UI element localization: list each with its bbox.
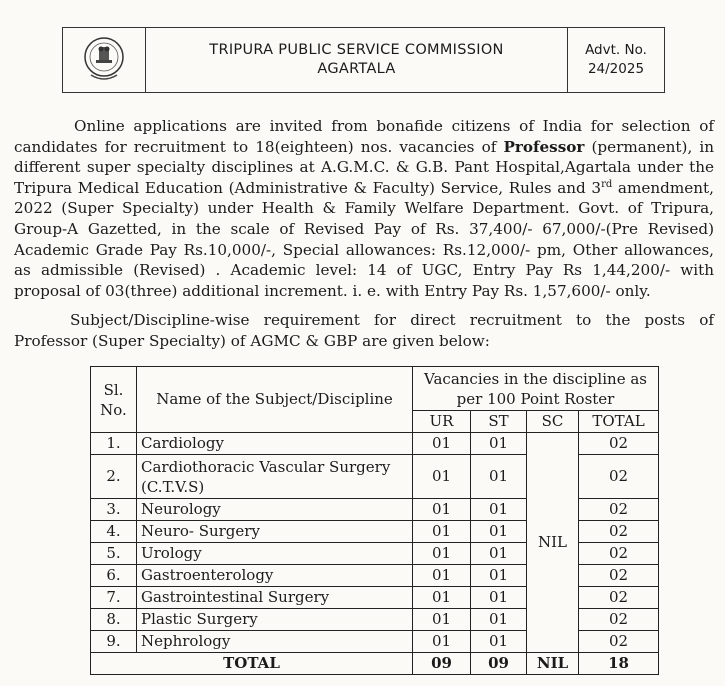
row-name: Urology: [137, 543, 413, 565]
total-row: [91, 653, 659, 675]
header-box: [62, 27, 665, 93]
row-ur: 01: [413, 521, 471, 543]
emblem-cell: [63, 28, 146, 92]
state-emblem-icon: [81, 35, 127, 85]
subject-paragraph: [14, 310, 714, 351]
total-label: TOTAL: [91, 653, 413, 675]
row-st: 01: [471, 455, 527, 499]
advt-cell: [568, 28, 664, 92]
header-vacancies: Vacancies in the discipline as per 100 Point Roster: [413, 367, 659, 411]
row-ur: 01: [413, 587, 471, 609]
row-st: 01: [471, 565, 527, 587]
row-total: 02: [579, 587, 659, 609]
row-st: 01: [471, 521, 527, 543]
commission-title: [146, 28, 568, 92]
row-sl: 5.: [91, 543, 137, 565]
row-sl: 7.: [91, 587, 137, 609]
row-st: 01: [471, 433, 527, 455]
intro-part2: (permanent), in different super specialty disciplines at A.G.M.C. & G.B. Pant Hospital,Agartala under the Tripura Medical Education (Administrative & Faculty) Service, Rules and 3: [14, 137, 714, 197]
row-total: 02: [579, 565, 659, 587]
intro-part3: amendment, 2022 (Super Specialty) under Health & Family Welfare Department. Govt. of Tripura, Group-A Gazetted, in the scale of Revised Pay of Rs. 37,400/- 67,000/-(Pre Revised) Academic Grade Pay Rs.10,000/-, Special allowances: Rs.12,000/- pm, Other allowances, as admissible (Revised) . Academic level: 14 of UGC, Entry Pay Rs 1,44,200/- with proposal of 03(three) additional increment. i. e. with Entry Pay Rs. 1,57,600/- only.: [14, 178, 714, 300]
row-sl: 9.: [91, 631, 137, 653]
row-name: Gastroenterology: [137, 565, 413, 587]
total-ur: 09: [413, 653, 471, 675]
row-name: Neurology: [137, 499, 413, 521]
row-st: 01: [471, 631, 527, 653]
total-st: 09: [471, 653, 527, 675]
row-sl: 6.: [91, 565, 137, 587]
row-total: 02: [579, 631, 659, 653]
subject-text: Subject/Discipline-wise requirement for direct recruitment to the posts of Professor (Super Specialty) of AGMC & GBP are given below:: [14, 311, 714, 350]
row-sl: 1.: [91, 433, 137, 455]
total-sc: NIL: [527, 653, 579, 675]
row-total: 02: [579, 521, 659, 543]
header-total: TOTAL: [579, 411, 659, 433]
header-st: ST: [471, 411, 527, 433]
intro-part1: Online applications are invited from bonafide citizens of India for selection of candidates for recruitment to 18(eighteen) nos. vacancies of: [14, 117, 714, 156]
row-name: Gastrointestinal Surgery: [137, 587, 413, 609]
post-name: Professor: [503, 137, 585, 156]
row-sl: 3.: [91, 499, 137, 521]
row-name: Neuro- Surgery: [137, 521, 413, 543]
row-sl: 2.: [91, 455, 137, 499]
row-total: 02: [579, 543, 659, 565]
row-ur: 01: [413, 543, 471, 565]
vacancy-table: [90, 366, 659, 675]
row-st: 01: [471, 609, 527, 631]
row-sl: 8.: [91, 609, 137, 631]
org-city: AGARTALA: [317, 61, 396, 77]
table-row: [91, 433, 659, 455]
row-ur: 01: [413, 565, 471, 587]
row-ur: 01: [413, 433, 471, 455]
row-ur: 01: [413, 499, 471, 521]
sc-value: NIL: [527, 433, 579, 653]
row-sl: 4.: [91, 521, 137, 543]
row-ur: 01: [413, 609, 471, 631]
row-st: 01: [471, 587, 527, 609]
org-name: TRIPURA PUBLIC SERVICE COMMISSION: [209, 42, 504, 58]
row-total: 02: [579, 499, 659, 521]
row-st: 01: [471, 543, 527, 565]
header-ur: UR: [413, 411, 471, 433]
advt-number: 24/2025: [587, 61, 645, 77]
row-ur: 01: [413, 455, 471, 499]
row-ur: 01: [413, 631, 471, 653]
row-name: Plastic Surgery: [137, 609, 413, 631]
header-sl: Sl. No.: [91, 367, 137, 433]
row-total: 02: [579, 455, 659, 499]
row-total: 02: [579, 609, 659, 631]
total-total: 18: [579, 653, 659, 675]
row-total: 02: [579, 433, 659, 455]
row-name: Nephrology: [137, 631, 413, 653]
header-sc: SC: [527, 411, 579, 433]
row-name: Cardiothoracic Vascular Surgery (C.T.V.S): [137, 455, 413, 499]
row-name: Cardiology: [137, 433, 413, 455]
intro-paragraph: [14, 116, 714, 301]
row-st: 01: [471, 499, 527, 521]
header-name: Name of the Subject/Discipline: [137, 367, 413, 433]
intro-sup: rd: [601, 178, 613, 190]
advt-label: Advt. No.: [585, 42, 647, 58]
